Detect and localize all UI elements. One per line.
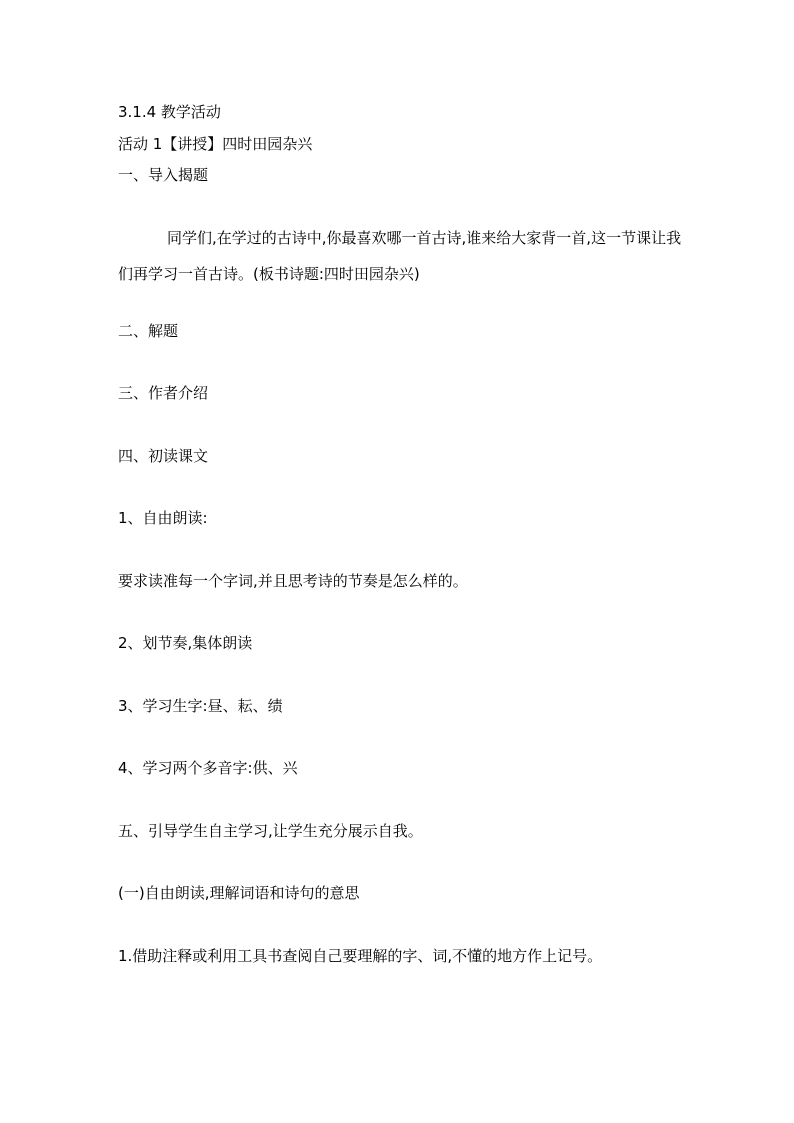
item-1: 1、自由朗读: [118,509,208,527]
step-1-heading: 一、导入揭题 [118,166,209,184]
step-4-heading: 四、初读课文 [118,447,209,465]
item-2: 2、划节奏,集体朗读 [118,634,253,652]
section-heading: 3.1.4 教学活动 [118,103,221,121]
item-1-detail: 要求读准每一个字词,并且思考诗的节奏是怎么样的。 [118,572,468,590]
sub-section-1: (一)自由朗读,理解词语和诗句的意思 [118,884,360,902]
step-2-heading: 二、解题 [118,322,179,340]
activity-title: 活动 1【讲授】四时田园杂兴 [118,135,313,153]
item-3: 3、学习生字:昼、耘、绩 [118,697,283,715]
intro-paragraph: 同学们,在学过的古诗中,你最喜欢哪一首古诗,谁来给大家背一首,这一节课让我们再学习一首古诗。(板书诗题:四时田园杂兴) [118,229,682,283]
sub-section-1-item-1: 1.借助注释或利用工具书查阅自己要理解的字、词,不懂的地方作上记号。 [118,947,603,965]
step-3-heading: 三、作者介绍 [118,384,209,402]
step-5-heading: 五、引导学生自主学习,让学生充分展示自我。 [118,822,423,840]
item-4: 4、学习两个多音字:供、兴 [118,759,298,777]
